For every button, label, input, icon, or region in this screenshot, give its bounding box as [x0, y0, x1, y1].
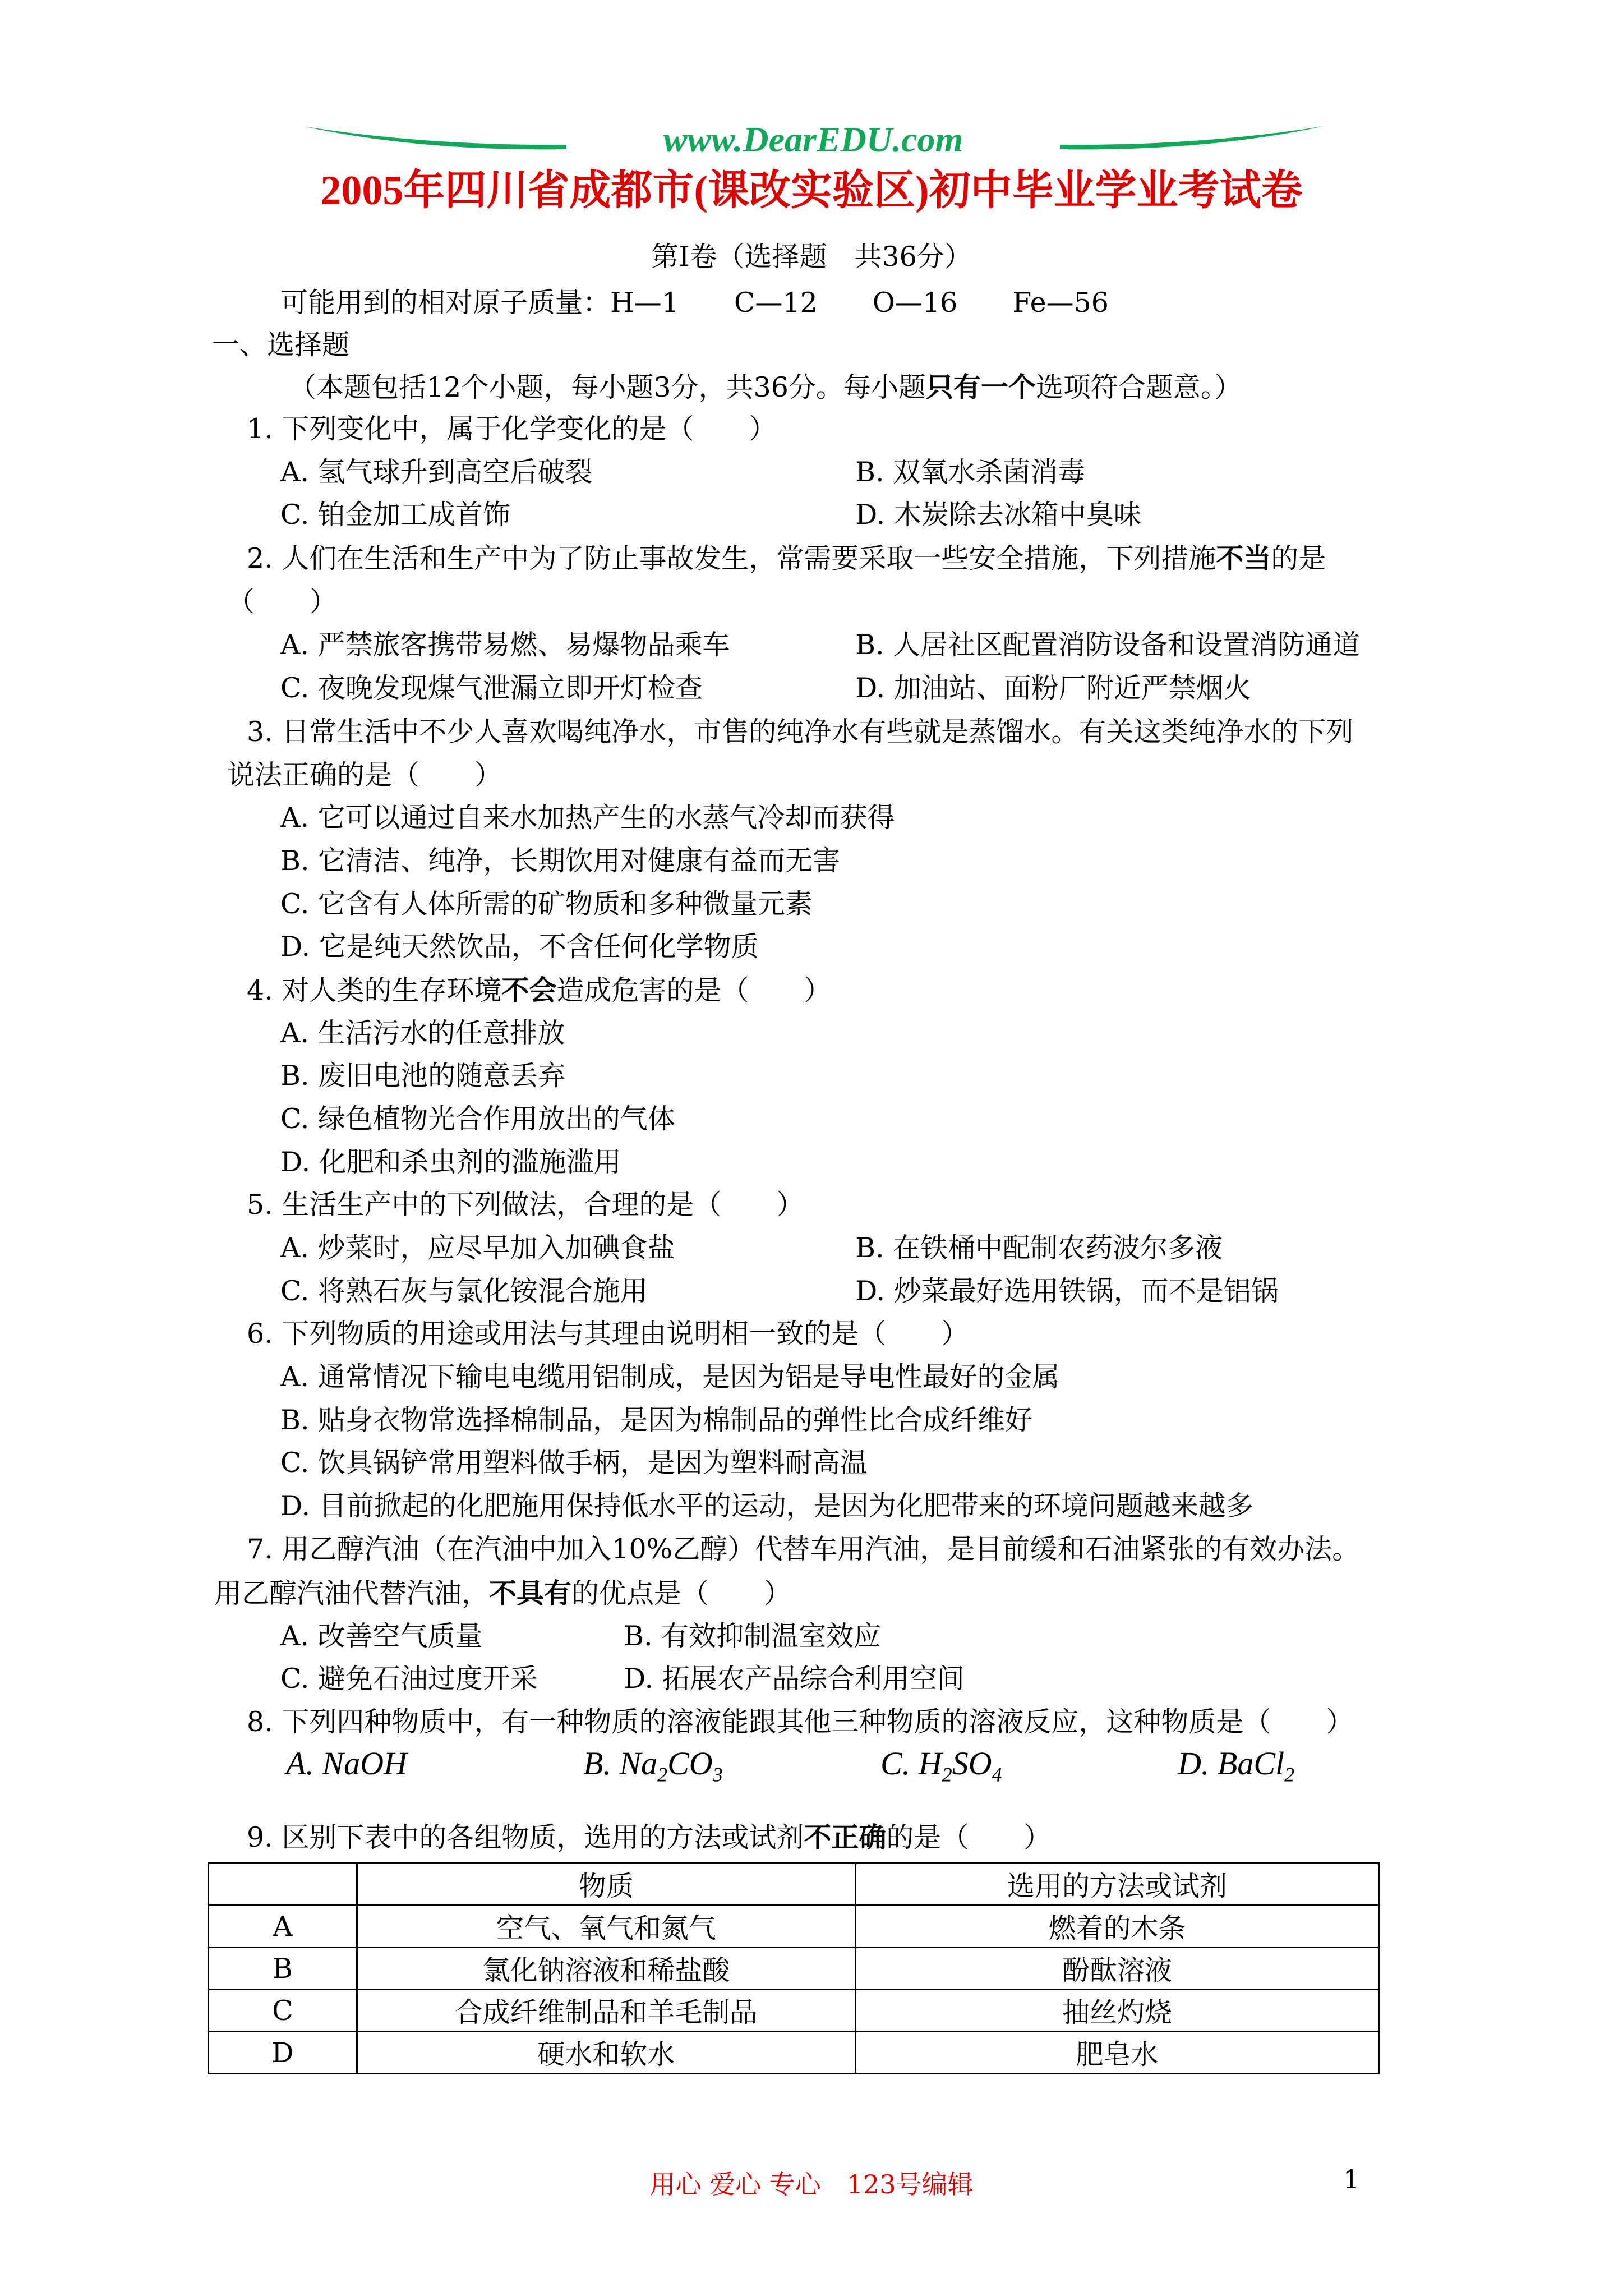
q4-option-b: B. 废旧电池的随意丢弃: [280, 1060, 566, 1092]
q4-option-a: A. 生活污水的任意排放: [280, 1017, 565, 1049]
q8-options: [286, 1745, 1464, 1806]
section-title: 第I卷（选择题 共36分）: [651, 241, 972, 273]
question-9-stem: 9. 区别下表中的各组物质，选用的方法或试剂不正确的是（ ）: [247, 1821, 1052, 1853]
exam-title: 2005年四川省成都市(课改实验区)初中毕业学业考试卷: [320, 168, 1303, 214]
question-3-stem-line2: 说法正确的是（ ）: [227, 759, 502, 791]
q7-option-c: C. 避免石油过度开采: [280, 1663, 538, 1695]
logo-text: www.DearEDU.com: [663, 119, 963, 159]
logo-swoosh-left: [303, 126, 566, 149]
q8-option-a: A. NaOH: [286, 1745, 407, 1782]
question-2-stem-line2: （ ）: [227, 586, 338, 618]
atomic-mass-note: 可能用到的相对原子质量：H—1 C—12 O—16 Fe—56: [280, 287, 1109, 319]
logo-swoosh-right: [1060, 126, 1324, 149]
q5-option-c: C. 将熟石灰与氯化铵混合施用: [280, 1275, 648, 1307]
table-cell: 空气、氧气和氮气: [357, 1906, 855, 1948]
q8-option-b: B. $Na_2CO_3$: [583, 1745, 723, 1786]
table-cell: 抽丝灼烧: [855, 1990, 1378, 2032]
q3-option-c: C. 它含有人体所需的矿物质和多种微量元素: [280, 888, 813, 920]
q6-option-b: B. 贴身衣物常选择棉制品，是因为棉制品的弹性比合成纤维好: [280, 1404, 1033, 1436]
question-1-stem: 1. 下列变化中，属于化学变化的是（ ）: [247, 413, 777, 445]
table-cell: 酚酞溶液: [855, 1948, 1378, 1990]
q1-option-c: C. 铂金加工成首饰: [280, 499, 510, 531]
table-row: [209, 2032, 1379, 2074]
footer-text: 用心 爱心 专心 123号编辑: [649, 2169, 974, 2200]
question-3-stem: 3. 日常生活中不少人喜欢喝纯净水，市售的纯净水有些就是蒸馏水。有关这类纯净水的下列: [247, 716, 1354, 748]
q6-option-c: C. 饮具锅铲常用塑料做手柄，是因为塑料耐高温: [280, 1447, 868, 1479]
q6-option-d: D. 目前掀起的化肥施用保持低水平的运动，是因为化肥带来的环境问题越来越多: [280, 1490, 1253, 1522]
part-heading: 一、选择题: [212, 329, 350, 361]
q2-option-b: B. 人居社区配置消防设备和设置消防通道: [855, 629, 1361, 661]
question-8-stem: 8. 下列四种物质中，有一种物质的溶液能跟其他三种物质的溶液反应，这种物质是（ ）: [247, 1706, 1354, 1738]
table-cell: 肥皂水: [855, 2032, 1378, 2074]
q3-option-d: D. 它是纯天然饮品，不含任何化学物质: [280, 931, 759, 963]
table-header-cell: [209, 1864, 357, 1906]
q5-option-d: D. 炒菜最好选用铁锅，而不是铝锅: [855, 1275, 1279, 1307]
q2-option-a: A. 严禁旅客携带易燃、易爆物品乘车: [280, 629, 730, 661]
page-number: 1: [1343, 2164, 1360, 2194]
table-header-cell: 选用的方法或试剂: [855, 1864, 1378, 1906]
q3-option-a: A. 它可以通过自来水加热产生的水蒸气冷却而获得: [280, 802, 895, 834]
question-2-stem: 2. 人们在生活和生产中为了防止事故发生，常需要采取一些安全措施，下列措施不当的是: [247, 542, 1326, 574]
q8-option-c: C. $H_2SO_4$: [880, 1745, 1002, 1786]
table-row: [209, 1990, 1379, 2032]
table-cell: D: [209, 2032, 357, 2074]
question-5-stem: 5. 生活生产中的下列做法，合理的是（ ）: [247, 1189, 804, 1221]
q8-option-d: D. BaCl$_2$: [1178, 1745, 1295, 1786]
q2-option-c: C. 夜晚发现煤气泄漏立即开灯检查: [280, 672, 703, 704]
table-header-cell: 物质: [357, 1864, 855, 1906]
question-7-stem-line2: 用乙醇汽油代替汽油，不具有的优点是（ ）: [214, 1577, 792, 1609]
table-cell: 合成纤维制品和羊毛制品: [357, 1990, 855, 2032]
table-cell: 硬水和软水: [357, 2032, 855, 2074]
q3-option-b: B. 它清洁、纯净，长期饮用对健康有益而无害: [280, 845, 841, 877]
q1-option-b: B. 双氧水杀菌消毒: [855, 456, 1086, 488]
question-6-stem: 6. 下列物质的用途或用法与其理由说明相一致的是（ ）: [247, 1318, 969, 1350]
q6-option-a: A. 通常情况下输电电缆用铝制成，是因为铝是导电性最好的金属: [280, 1361, 1060, 1393]
dearedu-logo: [303, 112, 1324, 168]
table-row: [209, 1906, 1379, 1948]
q1-option-d: D. 木炭除去冰箱中臭味: [855, 499, 1141, 531]
table-header-row: [209, 1864, 1379, 1906]
question-4-stem: 4. 对人类的生存环境不会造成危害的是（ ）: [247, 974, 832, 1006]
table-cell: 燃着的木条: [855, 1906, 1378, 1948]
table-cell: 氯化钠溶液和稀盐酸: [357, 1948, 855, 1990]
q2-option-d: D. 加油站、面粉厂附近严禁烟火: [855, 672, 1251, 704]
q7-option-b: B. 有效抑制温室效应: [624, 1620, 882, 1652]
table-cell: B: [209, 1948, 357, 1990]
table-cell: A: [209, 1906, 357, 1948]
q7-option-d: D. 拓展农产品综合利用空间: [624, 1663, 965, 1695]
table-row: [209, 1948, 1379, 1990]
question-7-stem: 7. 用乙醇汽油（在汽油中加入10%乙醇）代替车用汽油，是目前缓和石油紧张的有效办法。: [247, 1533, 1360, 1565]
q1-option-a: A. 氢气球升到高空后破裂: [280, 456, 593, 488]
q4-option-d: D. 化肥和杀虫剂的滥施滥用: [280, 1146, 621, 1178]
part-note: （本题包括12个小题，每小题3分，共36分。每小题只有一个选项符合题意。）: [289, 371, 1242, 403]
q5-option-b: B. 在铁桶中配制农药波尔多液: [855, 1232, 1223, 1264]
q5-option-a: A. 炒菜时，应尽早加入加碘食盐: [280, 1232, 675, 1264]
q4-option-c: C. 绿色植物光合作用放出的气体: [280, 1103, 675, 1135]
table-cell: C: [209, 1990, 357, 2032]
q7-option-a: A. 改善空气质量: [280, 1620, 483, 1652]
q9-comparison-table: [208, 1862, 1380, 2074]
